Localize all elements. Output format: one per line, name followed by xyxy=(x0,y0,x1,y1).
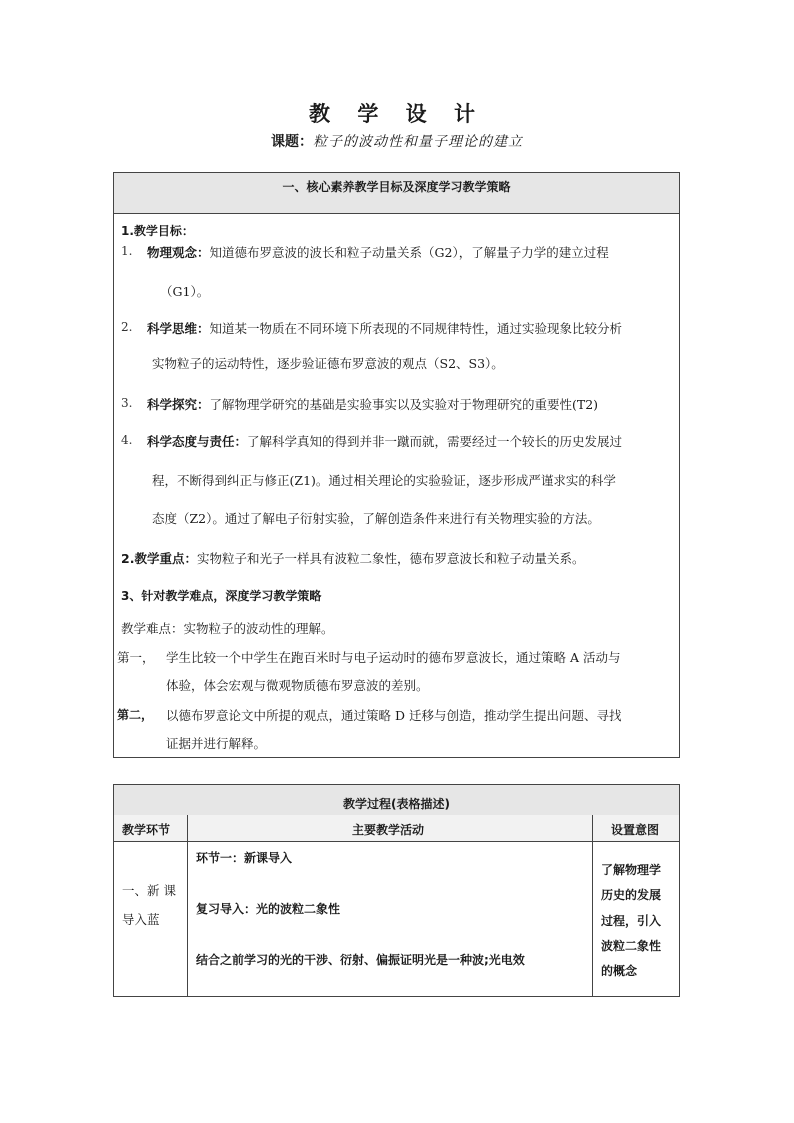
strategy-second-label: 第二， xyxy=(117,708,154,722)
goal-3-number: 3. xyxy=(121,396,133,410)
goal-2-text: 知道某一物质在不同环境下所表现的不同规律特性，通过实验现象比较分析 xyxy=(209,321,623,336)
goal-2-label: 科学思维： xyxy=(147,321,210,336)
goal-1-number: 1. xyxy=(121,244,133,258)
goal-3-label: 科学探究： xyxy=(147,397,210,412)
topic-text: 粒子的波动性和量子理论的建立 xyxy=(313,134,523,150)
column-header-activity: 主要教学活动 xyxy=(352,823,425,837)
activity-description: 结合之前学习的光的干涉、衍射、偏振证明光是一种波;光电效 xyxy=(196,953,525,967)
goal-4-number: 4. xyxy=(121,433,133,447)
key-point-label: 2.教学重点： xyxy=(121,551,197,566)
goal-1-text: 知道德布罗意波的波长和粒子动量关系（G2），了解量子力学的建立过程 xyxy=(209,245,609,260)
key-point-text: 实物粒子和光子一样具有波粒二象性，德布罗意波长和粒子动量关系。 xyxy=(196,551,585,566)
goal-3-text: 了解物理学研究的基础是实验事实以及实验对于物理研究的重要性(T2) xyxy=(209,397,599,412)
objectives-heading: 一、核心素养教学目标及深度学习教学策略 xyxy=(114,173,679,214)
goal-1-line-1 xyxy=(147,243,609,261)
column-divider xyxy=(187,815,188,996)
goal-1-label: 物理观念： xyxy=(147,245,210,260)
stage-cell-line-2: 导入蓝 xyxy=(122,912,160,927)
activity-review: 复习导入：光的波粒二象性 xyxy=(196,902,341,916)
strategy-title: 3、针对教学难点，深度学习教学策略 xyxy=(121,589,322,603)
column-header-intent: 设置意图 xyxy=(611,823,660,837)
topic-prefix: 课题： xyxy=(271,134,313,150)
lesson-topic xyxy=(0,131,794,151)
strategy-first-line-2: 体验，体会宏观与微观物质德布罗意波的差别。 xyxy=(166,678,429,693)
activity-step-title: 环节一：新课导入 xyxy=(196,851,293,865)
goal-3-line-1 xyxy=(147,395,598,413)
strategy-second-line-2: 证据并进行解释。 xyxy=(166,736,267,751)
goal-4-line-3: 态度（Z2）。通过了解电子衍射实验，了解创造条件来进行有关物理实验的方法。 xyxy=(152,511,600,526)
goal-2-line-1 xyxy=(147,319,622,337)
goal-4-line-1 xyxy=(147,432,622,450)
goals-title: 1.教学目标： xyxy=(121,224,194,238)
goal-2-line-2: 实物粒子的运动特性，逐步验证德布罗意波的观点（S2、S3）。 xyxy=(152,356,504,371)
goal-4-line-2: 程，不断得到纠正与修正(Z1)。通过相关理论的实验验证，逐步形成严谨求实的科学 xyxy=(152,473,616,488)
goal-4-label: 科学态度与责任： xyxy=(147,434,248,449)
goal-1-line-2: （G1）。 xyxy=(160,284,210,299)
process-table-title: 教学过程(表格描述) xyxy=(114,785,679,816)
difficulty-line: 教学难点：实物粒子的波动性的理解。 xyxy=(121,621,334,636)
page-title: 教 学 设 计 xyxy=(309,102,485,126)
process-table xyxy=(113,784,680,997)
intent-line-2: 历史的发展 xyxy=(601,888,662,902)
stage-cell-line-1: 一、新 课 xyxy=(122,883,176,898)
intent-line-4: 波粒二象性 xyxy=(601,939,662,953)
header-divider xyxy=(114,841,679,842)
strategy-second-line-1: 以德布罗意论文中所提的观点，通过策略 D 迁移与创造，推动学生提出问题、寻找 xyxy=(166,708,622,723)
column-header-stage: 教学环节 xyxy=(122,823,171,837)
key-point-line xyxy=(121,549,584,567)
intent-line-3: 过程，引入 xyxy=(601,914,662,928)
intent-line-1: 了解物理学 xyxy=(601,863,662,877)
intent-line-5: 的概念 xyxy=(601,964,638,978)
goal-2-number: 2. xyxy=(121,320,133,334)
goal-4-text: 了解科学真知的得到并非一蹴而就，需要经过一个较长的历史发展过 xyxy=(247,434,623,449)
strategy-first-line-1: 学生比较一个中学生在跑百米时与电子运动时的德布罗意波长，通过策略 A 活动与 xyxy=(166,650,621,665)
column-divider xyxy=(592,815,593,996)
strategy-first-label: 第一， xyxy=(117,650,155,665)
